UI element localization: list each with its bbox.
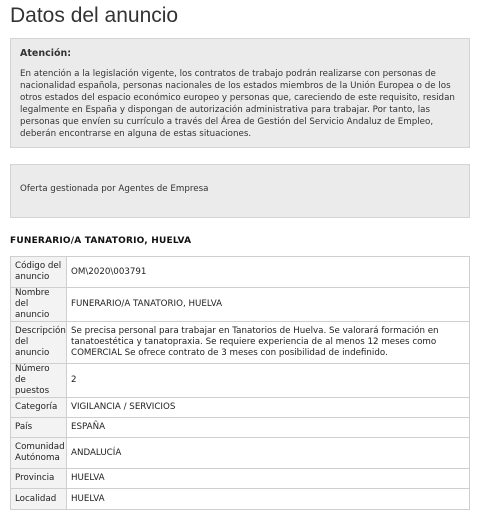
row-value-nombre: FUNERARIO/A TANATORIO, HUELVA — [67, 288, 470, 322]
row-value-localidad: HUELVA — [67, 489, 470, 510]
row-label-codigo: Código del anuncio — [11, 257, 67, 288]
table-row — [11, 288, 470, 322]
row-value-categoria: VIGILANCIA / SERVICIOS — [67, 398, 470, 418]
table-row — [11, 489, 470, 510]
row-label-pais: País — [11, 418, 67, 438]
row-label-descripcion: Descripción del anuncio — [11, 322, 67, 364]
row-label-comunidad: Comunidad Autónoma — [11, 438, 67, 469]
row-label-categoria: Categoría — [11, 398, 67, 418]
row-value-pais: ESPAÑA — [67, 418, 470, 438]
table-row — [11, 322, 470, 364]
managed-box — [10, 164, 470, 218]
table-row — [11, 257, 470, 288]
row-label-localidad: Localidad — [11, 489, 67, 510]
table-row — [11, 418, 470, 438]
offer-heading: FUNERARIO/A TANATORIO, HUELVA — [10, 236, 192, 246]
row-value-puestos: 2 — [67, 364, 470, 398]
notice-title: Atención: — [20, 48, 72, 59]
row-label-nombre: Nombre del anuncio — [11, 288, 67, 322]
row-label-puestos: Número de puestos — [11, 364, 67, 398]
table-row — [11, 364, 470, 398]
row-label-provincia: Provincia — [11, 469, 67, 489]
notice-box — [10, 38, 470, 148]
table-row — [11, 469, 470, 489]
row-value-comunidad: ANDALUCÍA — [67, 438, 470, 469]
table-row — [11, 398, 470, 418]
table-row — [11, 438, 470, 469]
row-value-provincia: HUELVA — [67, 469, 470, 489]
row-value-descripcion: Se precisa personal para trabajar en Tanatorios de Huelva. Se valorará formación en tanatoestética y tanatopraxia. Se requiere experiencia de al menos 12 meses como COMERCIAL Se ofrece contrato de 3 meses con posibilidad de indefinido. — [67, 322, 470, 364]
row-value-codigo: OM\2020\003791 — [67, 257, 470, 288]
offer-details-table — [10, 256, 470, 510]
page-title: Datos del anuncio — [10, 4, 179, 27]
notice-body: En atención a la legislación vigente, los contratos de trabajo podrán realizarse con personas de nacionalidad española, personas nacionales de los estados miembros de la Unión Europea o de los otros estados del espacio económico europeo y personas que, careciendo de este requisito, residan legalmente en España y dispongan de autorización administrativa para trabajar. Por tanto, las personas que envíen su currículo a través del Área de Gestión del Servicio Andaluz de Empleo, deberán encontrarse en alguna de estas situaciones. — [20, 69, 455, 139]
managed-text: Oferta gestionada por Agentes de Empresa — [20, 184, 209, 194]
